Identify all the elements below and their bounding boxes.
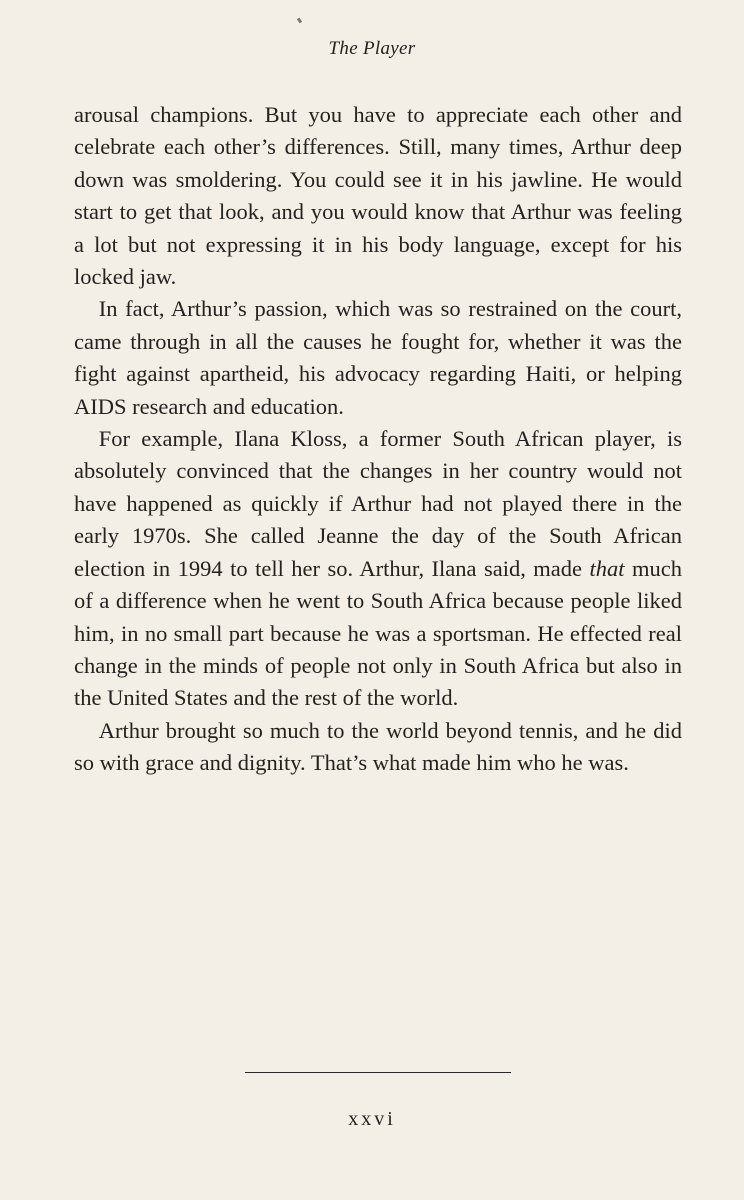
body-text xyxy=(74,99,682,780)
paragraph-3 xyxy=(74,423,682,715)
italic-emphasis: that xyxy=(589,555,625,581)
paragraph-3-text-end: much of a difference when he went to South Africa because people liked him, in no small part because he was a sportsman. He effected real change in the minds of people not only in South Africa but also in the United States and the rest of the world. xyxy=(74,555,682,711)
page-number: xxvi xyxy=(348,1108,396,1130)
running-head: The Player xyxy=(328,38,416,59)
paragraph-4: Arthur brought so much to the world beyond tennis, and he did so with grace and dignity. That’s what made him who he was. xyxy=(74,717,682,776)
footer-rule xyxy=(245,1072,511,1073)
paragraph-1: arousal champions. But you have to appreciate each other and celebrate each other’s differences. Still, many times, Arthur deep down was smoldering. You could see it in his jawline. He would start to get that look, and you would know that Arthur was feeling a lot but not expressing it in his body language, except for his locked jaw. xyxy=(74,102,682,290)
paragraph-2: In fact, Arthur’s passion, which was so restrained on the court, came through in all the causes he fought for, whether it was the fight against apartheid, his advocacy regarding Haiti, or helping AIDS research and education. xyxy=(74,296,682,419)
scan-speck-mark xyxy=(297,18,302,24)
paragraph-3-text-start: For example, Ilana Kloss, a former South African player, is absolutely convinced that the changes in her country would not have happened as quickly if Arthur had not played there in the early 1970s. She called Jeanne the day of the South African election in 1994 to tell her so. Arthur, Ilana said, made xyxy=(74,426,682,581)
